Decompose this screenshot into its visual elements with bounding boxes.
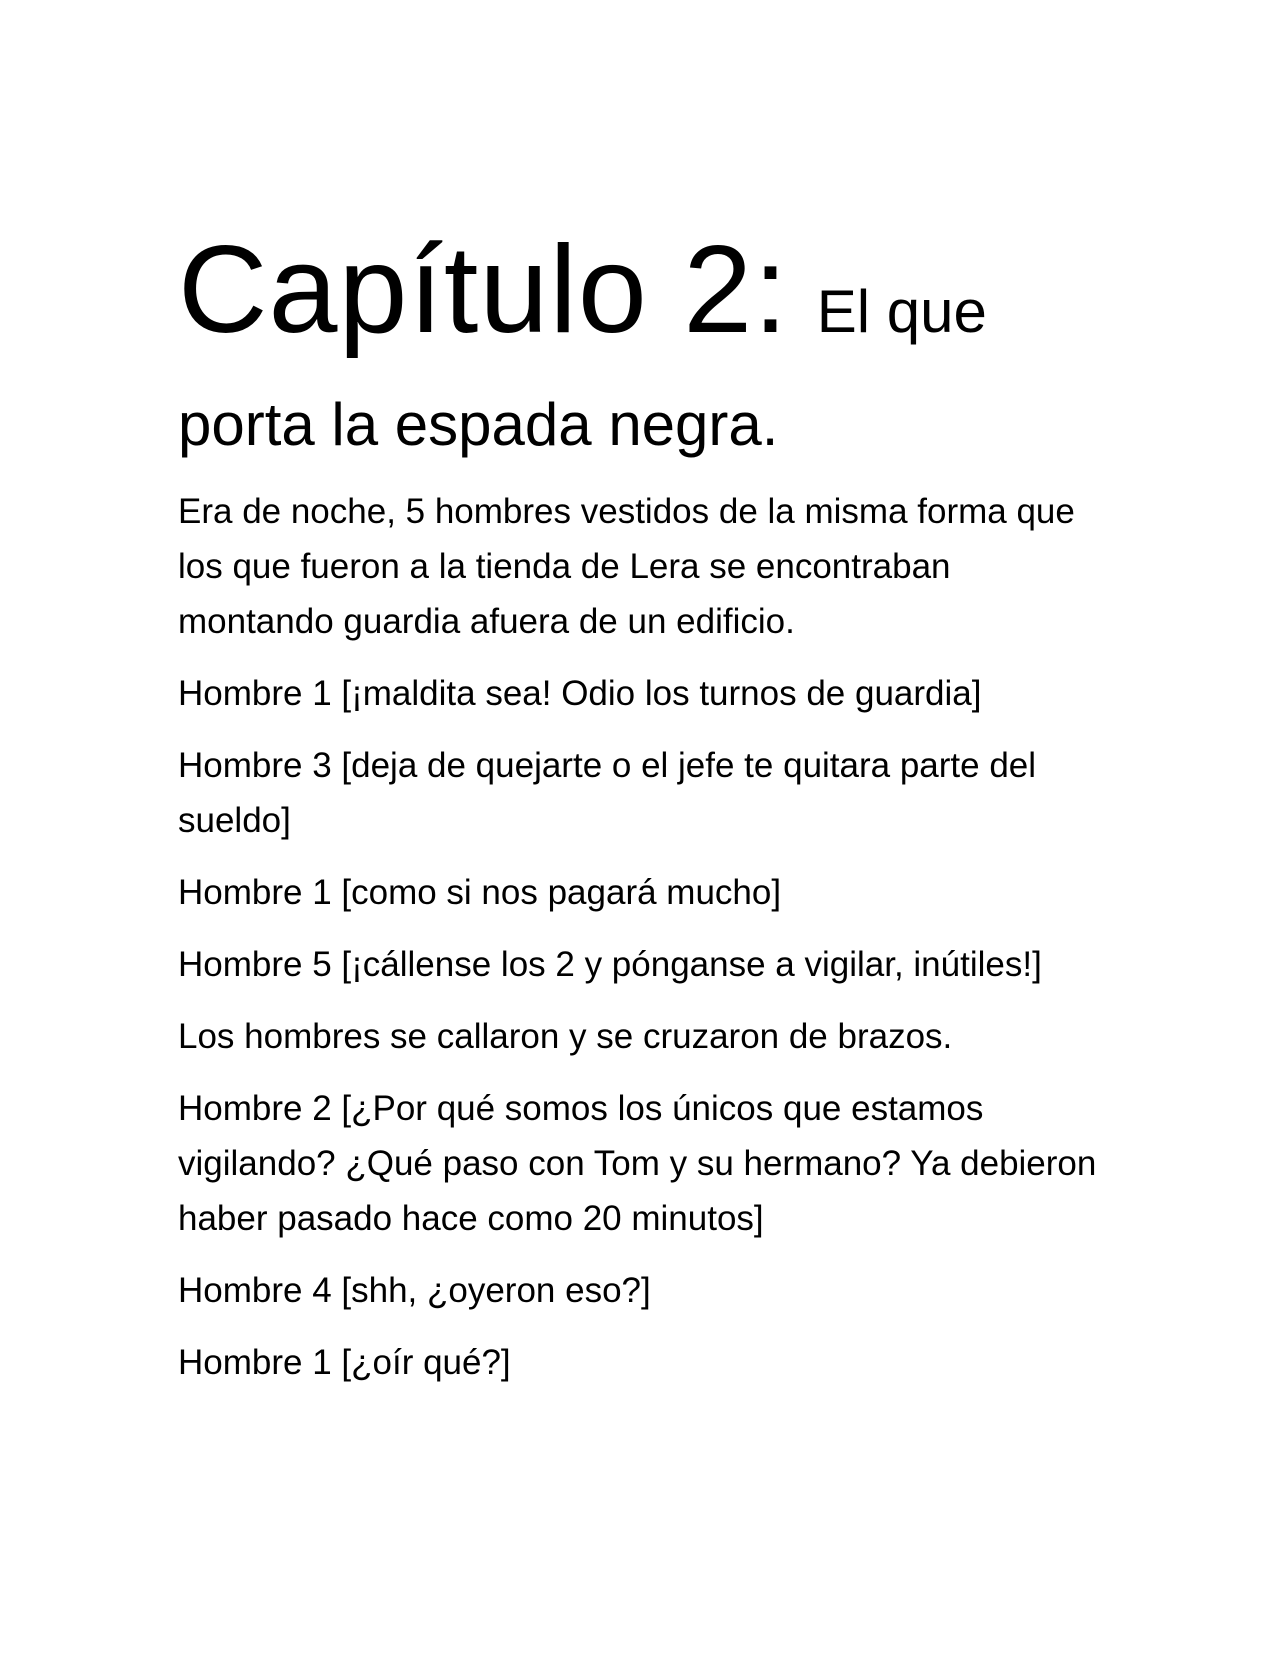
paragraph: Hombre 4 [shh, ¿oyeron eso?] <box>178 1271 651 1310</box>
paragraph: Hombre 5 [¡cállense los 2 y pónganse a vigilar, inútiles!] <box>178 945 1042 984</box>
paragraph: Era de noche, 5 hombres vestidos de la misma forma que los que fueron a la tienda de Lera se encontraban montando guardia afuera de un edificio. <box>178 492 1075 641</box>
paragraph: Hombre 1 [como si nos pagará mucho] <box>178 873 782 912</box>
paragraph: Hombre 1 [¡maldita sea! Odio los turnos de guardia] <box>178 674 982 713</box>
paragraph: Hombre 2 [¿Por qué somos los únicos que estamos vigilando? ¿Qué paso con Tom y su hermano? Ya debieron haber pasado hace como 20 minutos] <box>178 1089 1097 1238</box>
paragraph: Hombre 1 [¿oír qué?] <box>178 1343 511 1382</box>
chapter-subtitle-end: porta la espada negra. <box>178 391 779 458</box>
paragraph: Los hombres se callaron y se cruzaron de brazos. <box>178 1017 953 1056</box>
document-page <box>178 221 1108 1407</box>
chapter-title: Capítulo 2: <box>178 221 789 359</box>
paragraph: Hombre 3 [deja de quejarte o el jefe te quitara parte del sueldo] <box>178 746 1037 840</box>
chapter-heading <box>178 221 1108 359</box>
body-text <box>178 484 1108 1390</box>
chapter-subtitle-start: El que <box>816 278 987 345</box>
